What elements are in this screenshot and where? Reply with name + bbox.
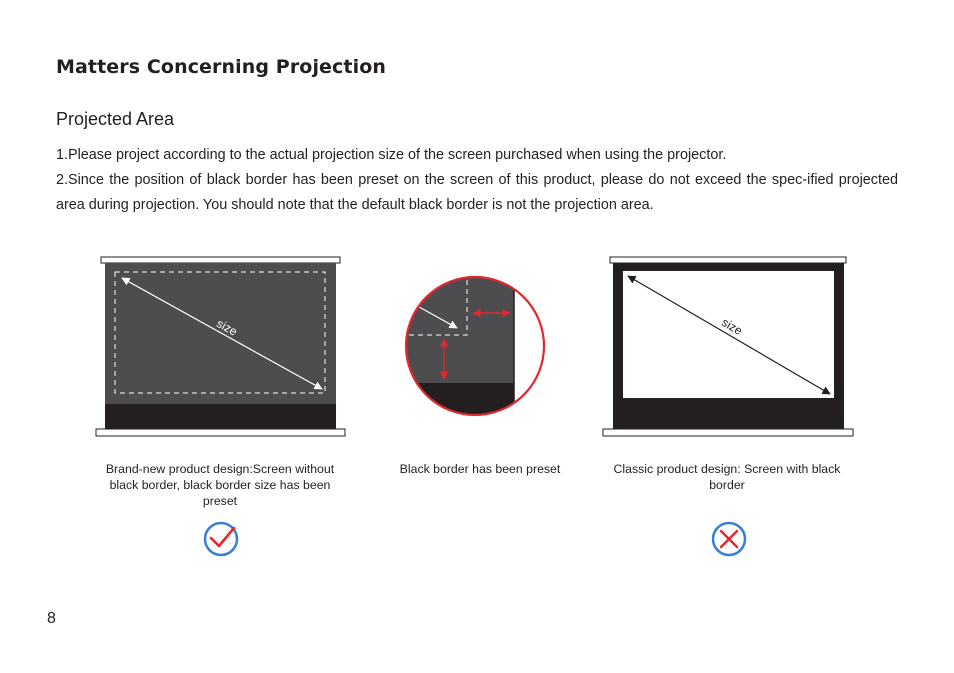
section-title: Projected Area [56,109,175,129]
page-number: 8 [47,610,56,627]
paragraph-2: 2.Since the position of black border has been preset on the screen of this product, please do not exceed the spec-ified projected area during projection. You should note that the default black border is not the projection area. [56,172,898,213]
classic-design-size-label: size [719,315,745,338]
new-design-size-label: size [214,316,240,339]
classic-design-screen [603,257,853,436]
page-heading: Matters Concerning Projection [56,56,386,78]
cross-icon [713,523,745,555]
zoom-detail [400,275,550,423]
new-design-screen [96,257,345,436]
zoom-detail-caption: Black border has been preset [399,462,561,476]
paragraph-1: 1.Please project according to the actual projection size of the screen purchased when using the projector. [56,147,727,163]
classic-design-caption: Classic product design: Screen with black border [613,462,841,492]
checkmark-icon [205,523,237,555]
new-design-caption: Brand-new product design:Screen without black border, black border size has been preset [105,462,335,508]
